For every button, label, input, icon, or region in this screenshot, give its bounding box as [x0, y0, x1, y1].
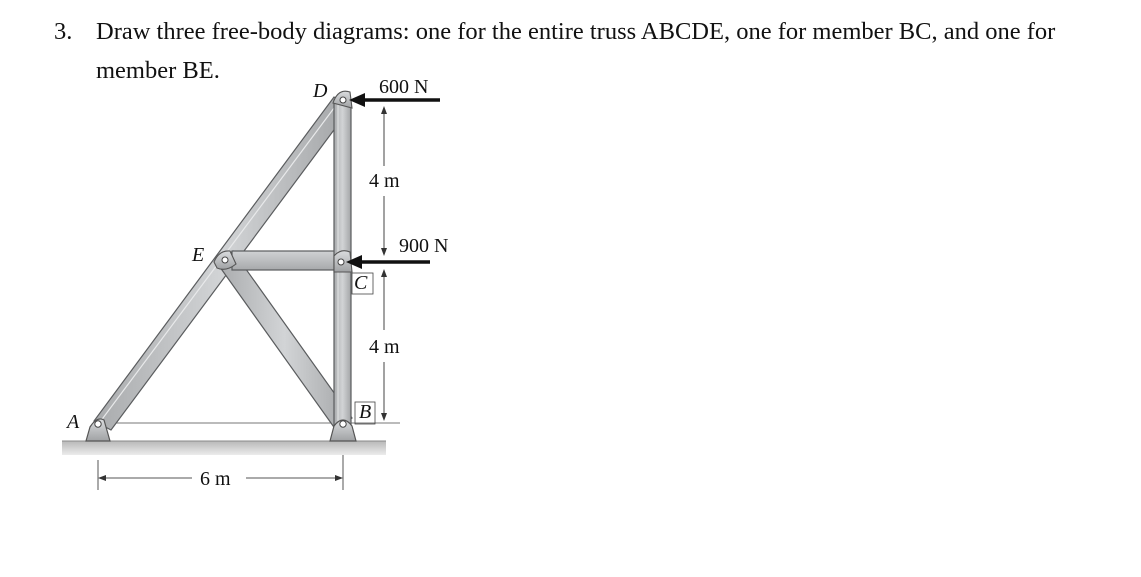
joint-label-d: D [313, 80, 328, 102]
load-label-600: 600 N [379, 76, 429, 98]
problem-text-line-2: member BE. [96, 57, 220, 84]
pin-b-icon [340, 421, 346, 427]
ground-strip [62, 441, 386, 455]
pin-d-icon [340, 97, 346, 103]
pin-e-icon [222, 257, 228, 263]
dim-upper-arrow-bottom-icon [381, 248, 387, 256]
load-label-900: 900 N [399, 235, 449, 257]
joint-label-c: C [354, 272, 368, 294]
member-ec [232, 251, 338, 270]
joint-label-a: A [67, 411, 80, 433]
figure-labels [65, 76, 448, 490]
pin-c-icon [338, 259, 344, 265]
joint-label-e: E [192, 244, 205, 266]
dim-upper-arrow-top-icon [381, 106, 387, 114]
dim-lower-arrow-bottom-icon [381, 413, 387, 421]
problem-number: 3. [54, 18, 73, 45]
dim-base-arrow-left-icon [98, 475, 106, 481]
joint-label-b: B [359, 401, 372, 423]
dim-base-arrow-right-icon [335, 475, 343, 481]
pin-a-icon [95, 421, 101, 427]
dimension-label-upper-height: 4 m [369, 170, 400, 192]
dimension-label-lower-height: 4 m [369, 336, 400, 358]
member-eb [217, 251, 352, 430]
problem-text-line-1: Draw three free-body diagrams: one for the entire truss ABCDE, one for member BC, and one for [96, 18, 1056, 45]
dim-lower-arrow-top-icon [381, 269, 387, 277]
dimension-label-base-width: 6 m [200, 468, 231, 490]
